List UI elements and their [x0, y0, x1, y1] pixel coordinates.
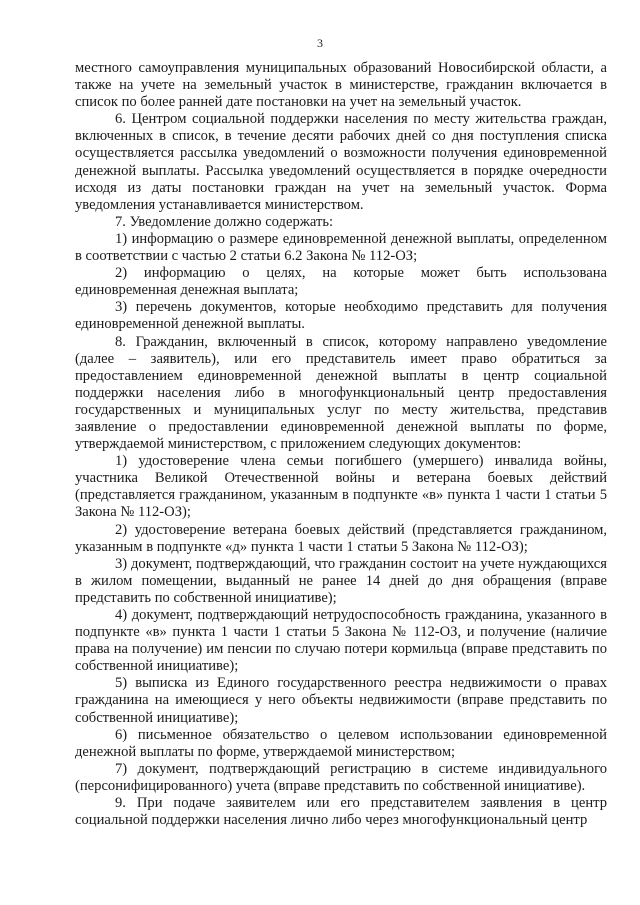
- document-body: [75, 60, 607, 829]
- paragraph-item-8-7: 7) документ, подтверждающий регистрацию в системе индивидуального (персонифицированного) учета (вправе представить по собственной инициативе).: [75, 760, 607, 794]
- paragraph-item-8-6: 6) письменное обязательство о целевом использовании единовременной денежной выплаты по форме, утверждаемой министерством;: [75, 726, 607, 760]
- paragraph-item-7-2: 2) информацию о целях, на которые может быть использована единовременная денежная выплата;: [75, 265, 607, 299]
- paragraph-item-8-5: 5) выписка из Единого государственного реестра недвижимости о правах гражданина на имеющиеся у него объекты недвижимости (вправе представить по собственной инициативе);: [75, 675, 607, 726]
- paragraph-item-7-1: 1) информацию о размере единовременной денежной выплаты, определенном в соответствии с частью 2 статьи 6.2 Закона № 112-ОЗ;: [75, 230, 607, 265]
- paragraph-continuation: местного самоуправления муниципальных образований Новосибирской области, а также на учете на земельный участок в министерстве, гражданин включается в список по более ранней дате постановки на учет на земельный участок.: [75, 60, 607, 111]
- paragraph-item-8-2: 2) удостоверение ветерана боевых действий (представляется гражданином, указанным в подпункте «д» пункта 1 части 1 статьи 5 Закона № 112-ОЗ);: [75, 521, 607, 555]
- paragraph-item-7: 7. Уведомление должно содержать:: [115, 213, 334, 230]
- paragraph-item-8: 8. Гражданин, включенный в список, которому направлено уведомление (далее – заявитель), или его представитель имеет право обратиться за предоставлением единовременной денежной выплаты в центр социальной поддержки населения либо в многофункциональный центр предоставления государственных и муниципальных услуг по месту жительства, представив заявление о предоставлении единовременной денежной выплаты по форме, утверждаемой министерством, с приложением следующих документов:: [75, 333, 607, 453]
- paragraph-item-6: 6. Центром социальной поддержки населения по месту жительства граждан, включенных в список, в течение десяти рабочих дней со дня поступления списка осуществляется рассылка уведомлений о возможности получения единовременной денежной выплаты. Рассылка уведомлений осуществляется в порядке очередности исходя из даты постановки граждан на учет на земельный участок. Форма уведомления устанавливается министерством.: [75, 111, 607, 213]
- paragraph-item-7-3: 3) перечень документов, которые необходимо представить для получения единовременной денежной выплаты.: [75, 299, 607, 333]
- paragraph-item-8-4: 4) документ, подтверждающий нетрудоспособность гражданина, указанного в подпункте «в» пункта 1 части 1 статьи 5 Закона № 112-ОЗ, и получение (наличие права на получение) им пенсии по случаю потери кормильца (вправе представить по собственной инициативе);: [75, 607, 607, 675]
- paragraph-item-8-1: 1) удостоверение члена семьи погибшего (умершего) инвалида войны, участника Великой Отечественной войны и ветерана боевых действий (представляется гражданином, указанным в подпункте «в» пункта 1 части 1 статьи 5 Закона № 112-ОЗ);: [75, 453, 607, 521]
- page-number: 3: [317, 36, 323, 50]
- paragraph-item-8-3: 3) документ, подтверждающий, что гражданин состоит на учете нуждающихся в жилом помещении, выданный не ранее 14 дней до дня обращения (вправе представить по собственной инициативе);: [75, 555, 607, 606]
- paragraph-item-9: 9. При подаче заявителем или его представителем заявления в центр социальной поддержки населения лично либо через многофункциональный центр: [75, 795, 607, 829]
